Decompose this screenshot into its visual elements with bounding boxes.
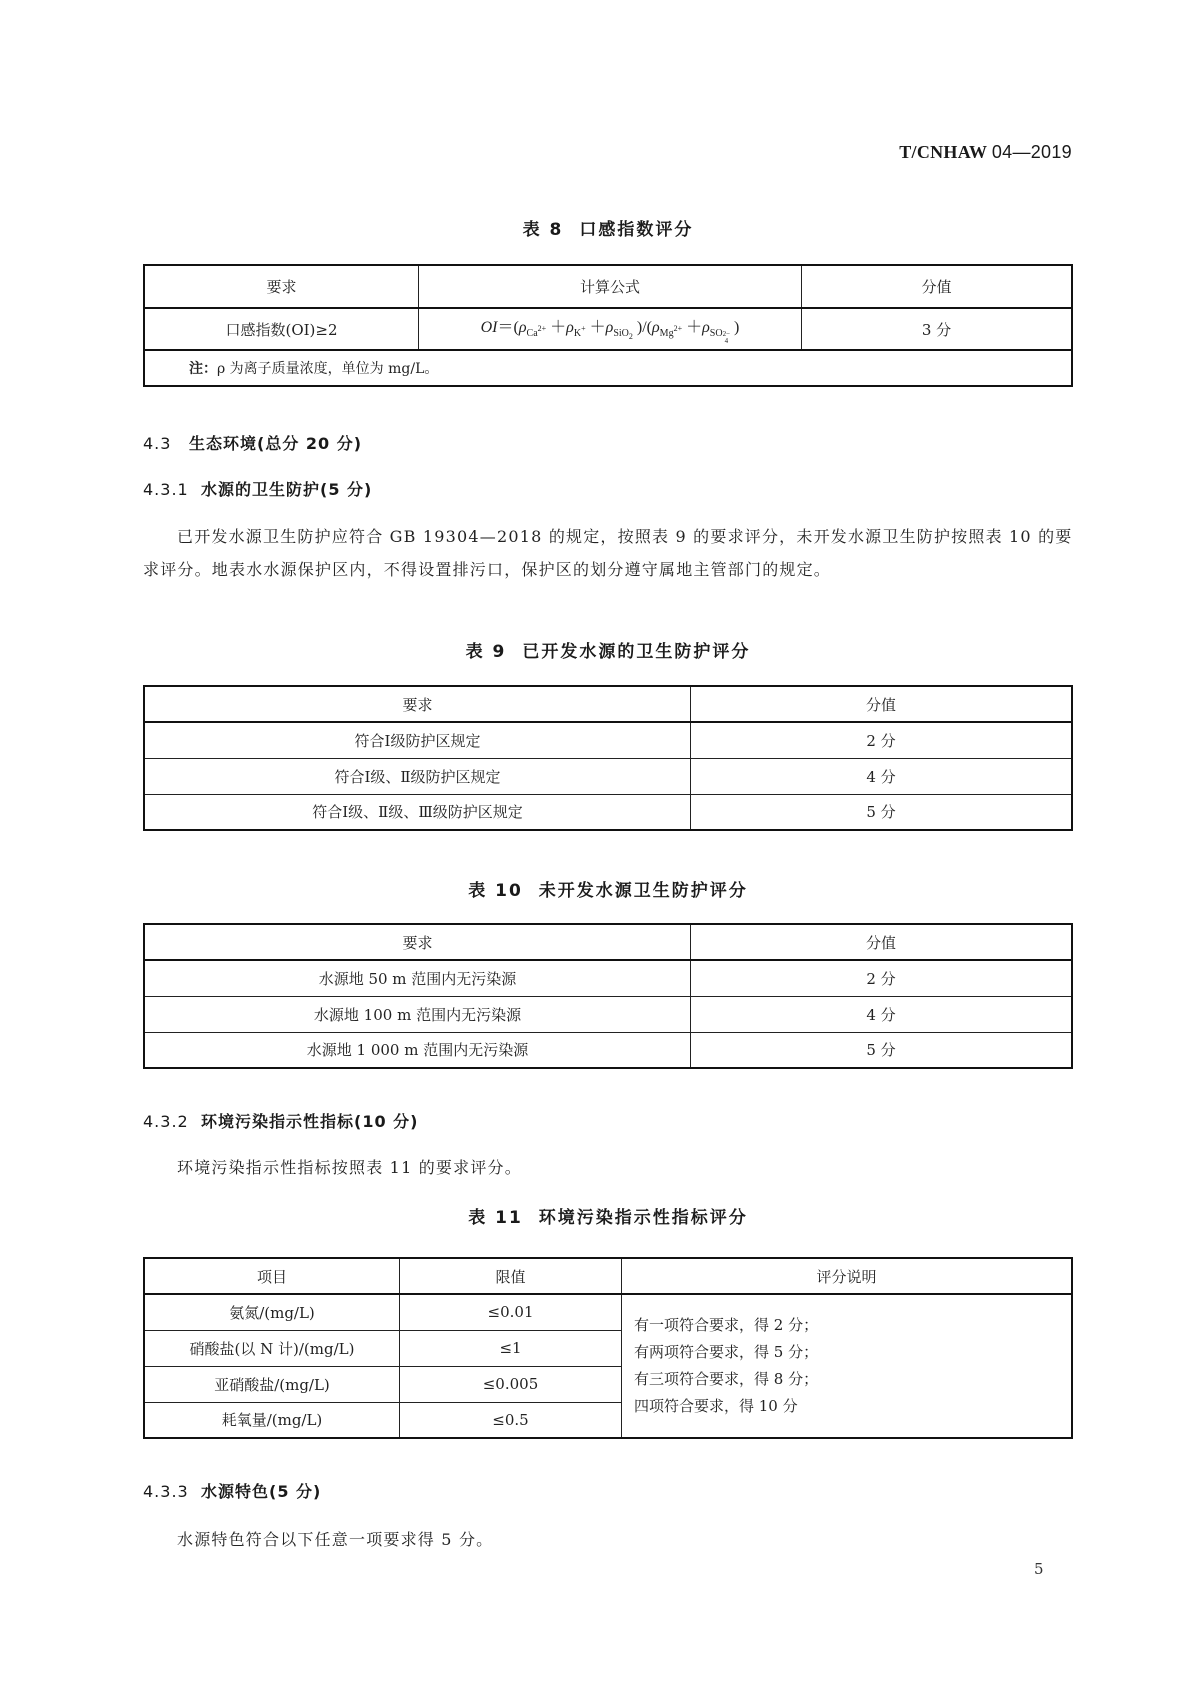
table8-note-row <box>144 350 1072 386</box>
table10 <box>143 923 1073 1069</box>
formula-rho: ρ <box>605 318 614 336</box>
section-number: 4.3.2 <box>143 1112 189 1131</box>
formula-sub <box>613 328 633 339</box>
table11-description <box>622 1294 1073 1438</box>
formula-rho: ρ <box>651 318 660 336</box>
formula-end: ) <box>734 318 740 336</box>
table8-header-score: 分值 <box>802 265 1073 308</box>
table11-item: 硝酸盐(以 N 计)/(mg/L) <box>144 1330 400 1366</box>
table9-requirement: 符合Ⅰ级、Ⅱ级、Ⅲ级防护区规定 <box>144 794 691 830</box>
formula-sub-text: SiO <box>613 327 629 339</box>
table8-header-formula: 计算公式 <box>419 265 802 308</box>
formula-plus: ＋ <box>686 318 703 336</box>
formula-eq: ＝( <box>497 318 519 336</box>
description-line: 有两项符合要求，得 5 分； <box>634 1343 819 1361</box>
table10-requirement: 水源地 100 m 范围内无污染源 <box>144 996 691 1032</box>
formula-lhs: OI <box>480 318 498 336</box>
table-row <box>144 794 1072 830</box>
table9-number: 表 9 <box>465 642 507 662</box>
table10-header-row <box>144 924 1072 960</box>
table11-limit: ≤1 <box>400 1330 622 1366</box>
table11-header-item: 项目 <box>144 1258 400 1294</box>
table-row <box>144 758 1072 794</box>
table9-requirement: 符合Ⅰ级、Ⅱ级防护区规定 <box>144 758 691 794</box>
document-code <box>899 142 1072 163</box>
formula-sub <box>526 323 547 339</box>
formula-sup: + <box>581 323 586 333</box>
section-4-3-1-paragraph: 已开发水源卫生防护应符合 GB 19304—2018 的规定，按照表 9 的要求评分，未开发水源卫生防护按照表 10 的要求评分。地表水水源保护区内，不得设置排污口，保护区的划分遵守属地主管部门的规定。 <box>143 527 1073 579</box>
table11-item: 耗氧量/(mg/L) <box>144 1402 400 1438</box>
table9-requirement: 符合Ⅰ级防护区规定 <box>144 722 691 758</box>
table-row <box>144 1032 1072 1068</box>
section-title: 生态环境(总分 20 分) <box>189 434 363 453</box>
table-row <box>144 996 1072 1032</box>
document-code-prefix: T/CNHAW <box>899 142 988 162</box>
table11-caption: 环境污染指示性指标评分 <box>538 1208 748 1228</box>
table9-header-requirement: 要求 <box>144 686 691 722</box>
table9-title <box>0 637 1200 662</box>
table9-score: 4 分 <box>691 758 1073 794</box>
formula-sup: 2+ <box>537 323 547 333</box>
table11-item: 亚硝酸盐/(mg/L) <box>144 1366 400 1402</box>
table10-number: 表 10 <box>468 881 523 901</box>
note-label: 注： <box>189 361 217 377</box>
section-4-3-1-heading <box>143 477 372 500</box>
table8-note <box>144 350 1072 386</box>
table-row <box>144 722 1072 758</box>
table10-score: 2 分 <box>691 960 1073 996</box>
table8 <box>143 264 1073 387</box>
formula-supsub <box>723 331 730 345</box>
table9-caption: 已开发水源的卫生防护评分 <box>522 642 751 662</box>
section-4-3-2-paragraph: 环境污染指示性指标按照表 11 的要求评分。 <box>177 1158 522 1177</box>
section-4-3-3-heading <box>143 1479 321 1502</box>
table10-title <box>0 876 1200 901</box>
page-number: 5 <box>1034 1560 1044 1578</box>
table9-header-row <box>144 686 1072 722</box>
table11-limit: ≤0.01 <box>400 1294 622 1330</box>
section-4-3-heading <box>143 431 362 454</box>
formula-sup: 2+ <box>673 323 683 333</box>
section-title: 环境污染指示性指标(10 分) <box>201 1112 419 1131</box>
table10-requirement: 水源地 50 m 范围内无污染源 <box>144 960 691 996</box>
section-title: 水源特色(5 分) <box>201 1482 322 1501</box>
table10-score: 5 分 <box>691 1032 1073 1068</box>
table11 <box>143 1257 1073 1439</box>
table-row <box>144 1294 1072 1330</box>
formula-sub2: 4 <box>724 336 729 345</box>
table11-limit: ≤0.005 <box>400 1366 622 1402</box>
table11-header-description: 评分说明 <box>622 1258 1073 1294</box>
table9-score: 2 分 <box>691 722 1073 758</box>
table9-header-score: 分值 <box>691 686 1073 722</box>
table8-requirement <box>144 308 419 350</box>
section-number: 4.3.1 <box>143 480 189 499</box>
table10-requirement: 水源地 1 000 m 范围内无污染源 <box>144 1032 691 1068</box>
description-lines <box>634 1312 1071 1420</box>
section-4-3-3-paragraph: 水源特色符合以下任意一项要求得 5 分。 <box>177 1530 494 1549</box>
table8-score: 3 分 <box>802 308 1073 350</box>
table8-header-requirement: 要求 <box>144 265 419 308</box>
formula-sub2: 2 <box>628 331 633 341</box>
formula-plus: ＋ <box>589 318 606 336</box>
section-title: 水源的卫生防护(5 分) <box>201 480 373 499</box>
table-row <box>144 960 1072 996</box>
table8-formula <box>419 308 802 350</box>
note-text: ρ 为离子质量浓度，单位为 mg/L。 <box>217 361 439 377</box>
section-number: 4.3 <box>143 434 172 453</box>
table11-number: 表 11 <box>468 1208 523 1228</box>
formula-sub-text: SO <box>709 327 723 339</box>
table8-title <box>0 215 1200 240</box>
formula-sub <box>709 327 731 345</box>
formula-rho: ρ <box>518 318 527 336</box>
formula <box>480 318 740 345</box>
formula-mid: )/( <box>636 318 652 336</box>
table11-limit: ≤0.5 <box>400 1402 622 1438</box>
formula-sub-text: Mg <box>659 327 674 339</box>
table9-score: 5 分 <box>691 794 1073 830</box>
table10-caption: 未开发水源卫生防护评分 <box>538 881 748 901</box>
table10-header-score: 分值 <box>691 924 1073 960</box>
table10-header-requirement: 要求 <box>144 924 691 960</box>
table9 <box>143 685 1073 831</box>
description-line: 四项符合要求，得 10 分 <box>634 1397 798 1415</box>
description-line: 有一项符合要求，得 2 分； <box>634 1316 819 1334</box>
formula-sub <box>573 323 586 339</box>
section-number: 4.3.3 <box>143 1482 189 1501</box>
formula-sub-text: K <box>573 327 582 339</box>
table8-header-row <box>144 265 1072 308</box>
table11-header-limit: 限值 <box>400 1258 622 1294</box>
formula-rho: ρ <box>702 318 710 336</box>
formula-sub <box>659 323 683 339</box>
formula-sup: 2− <box>722 329 731 338</box>
requirement-text: 口感指数(OI)≥2 <box>225 320 338 339</box>
table-row <box>144 308 1072 350</box>
table11-header-row <box>144 1258 1072 1294</box>
table8-number: 表 8 <box>522 220 564 240</box>
table10-score: 4 分 <box>691 996 1073 1032</box>
formula-plus: ＋ <box>550 318 567 336</box>
table8-caption: 口感指数评分 <box>579 220 694 240</box>
document-code-number: 04—2019 <box>991 142 1072 162</box>
formula-sub-text: Ca <box>526 327 538 339</box>
table11-title <box>0 1203 1200 1228</box>
formula-rho: ρ <box>566 318 574 336</box>
section-4-3-2-heading <box>143 1109 418 1132</box>
table11-item: 氨氮/(mg/L) <box>144 1294 400 1330</box>
description-line: 有三项符合要求，得 8 分； <box>634 1370 819 1388</box>
